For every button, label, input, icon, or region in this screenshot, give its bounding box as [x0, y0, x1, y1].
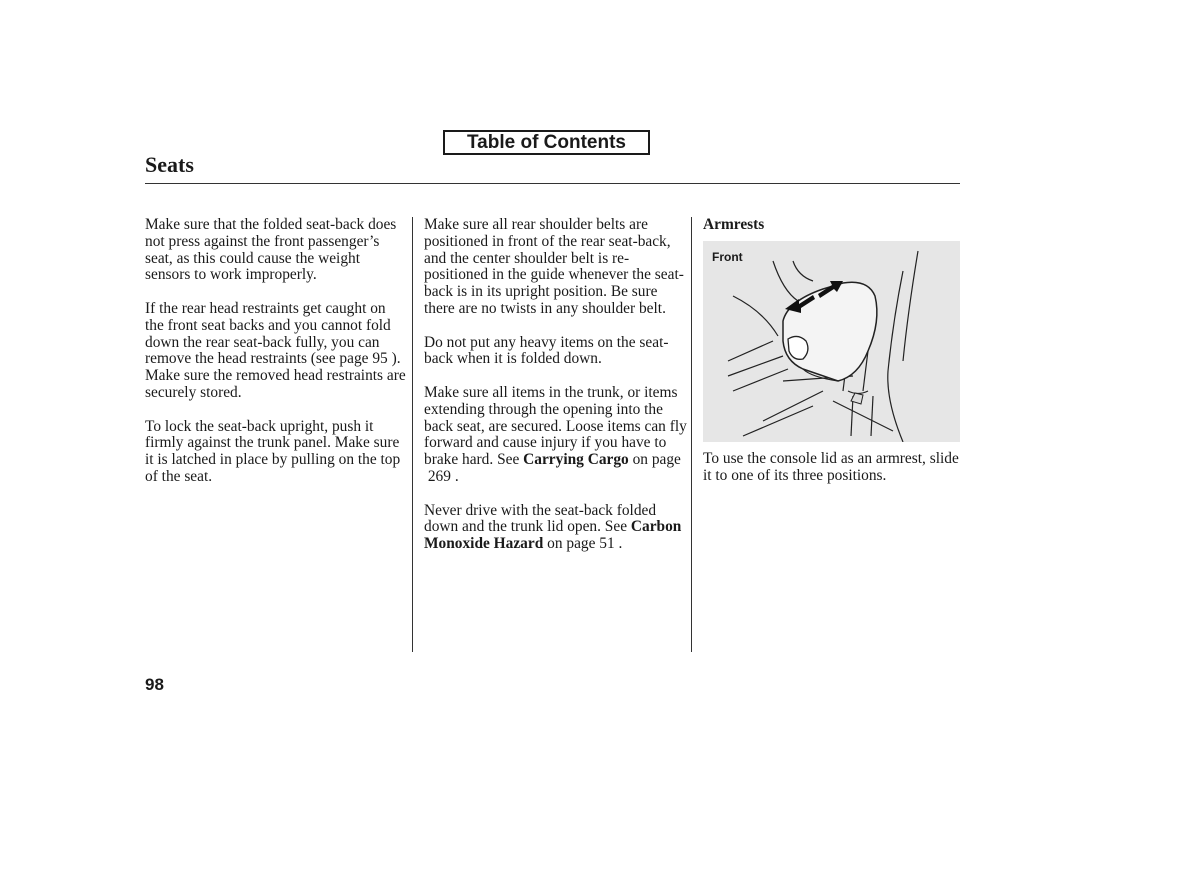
column-1	[145, 217, 407, 503]
page-link-269[interactable]: 269	[427, 467, 451, 485]
page-link-95[interactable]: 95	[372, 350, 388, 368]
console-lid-drawing	[703, 241, 960, 442]
figure-label: Front	[712, 250, 743, 264]
text: Never drive with the seat-back folded down and the trunk lid open. See	[424, 501, 657, 536]
armrests-heading: Armrests	[703, 216, 765, 233]
column-3	[703, 217, 961, 238]
column-2	[424, 217, 688, 570]
text: .	[454, 467, 459, 485]
text: .	[618, 535, 623, 553]
table-of-contents-button[interactable]: Table of Contents	[443, 130, 650, 155]
page-number: 98	[145, 675, 164, 694]
paragraph: To lock the seat-back upright, push it firmly against the trunk panel. Make sure it is latched in place by pulling on the top of the seat.	[145, 417, 401, 485]
carrying-cargo-link[interactable]: Carrying Cargo	[523, 451, 629, 469]
paragraph: Make sure all rear shoulder belts are positioned in front of the rear seat-back, and the center shoulder belt is re-positioned in the guide whenever the seat-back is in its upright position. Be sure there are no twists in any shoulder belt.	[424, 216, 684, 317]
paragraph: Do not put any heavy items on the seat-back when it is folded down.	[424, 333, 669, 368]
page-link-51[interactable]: 51	[599, 535, 615, 553]
text: ).	[391, 350, 401, 368]
carbon-monoxide-hazard-link[interactable]: Carbon Monoxide Hazard	[424, 518, 682, 553]
text: on page	[547, 535, 596, 553]
paragraph	[145, 301, 407, 368]
column-divider	[412, 217, 413, 652]
paragraph	[424, 503, 688, 553]
text: Make sure all items in the trunk, or items extending through the opening into the back seat, are secured. Loose items can fly forward and cause injury if you have to brake hard. See	[424, 383, 687, 469]
header-rule	[145, 183, 960, 184]
paragraph: Make sure that the folded seat-back does not press against the front passenger’s seat, as this could cause the weight sensors to work improperly.	[145, 216, 397, 284]
armrest-illustration	[703, 241, 960, 442]
text: If the rear head restraints get caught on the front seat backs and you cannot fold down the rear seat-back fully, you can remove the head restraints (see page	[145, 299, 391, 368]
paragraph: Make sure the removed head restraints are securely stored.	[145, 367, 406, 401]
paragraph	[424, 385, 688, 486]
armrest-caption: To use the console lid as an armrest, slide it to one of its three positions.	[703, 450, 959, 484]
text: on page	[632, 451, 681, 469]
section-title: Seats	[145, 152, 194, 177]
column-divider	[691, 217, 692, 652]
